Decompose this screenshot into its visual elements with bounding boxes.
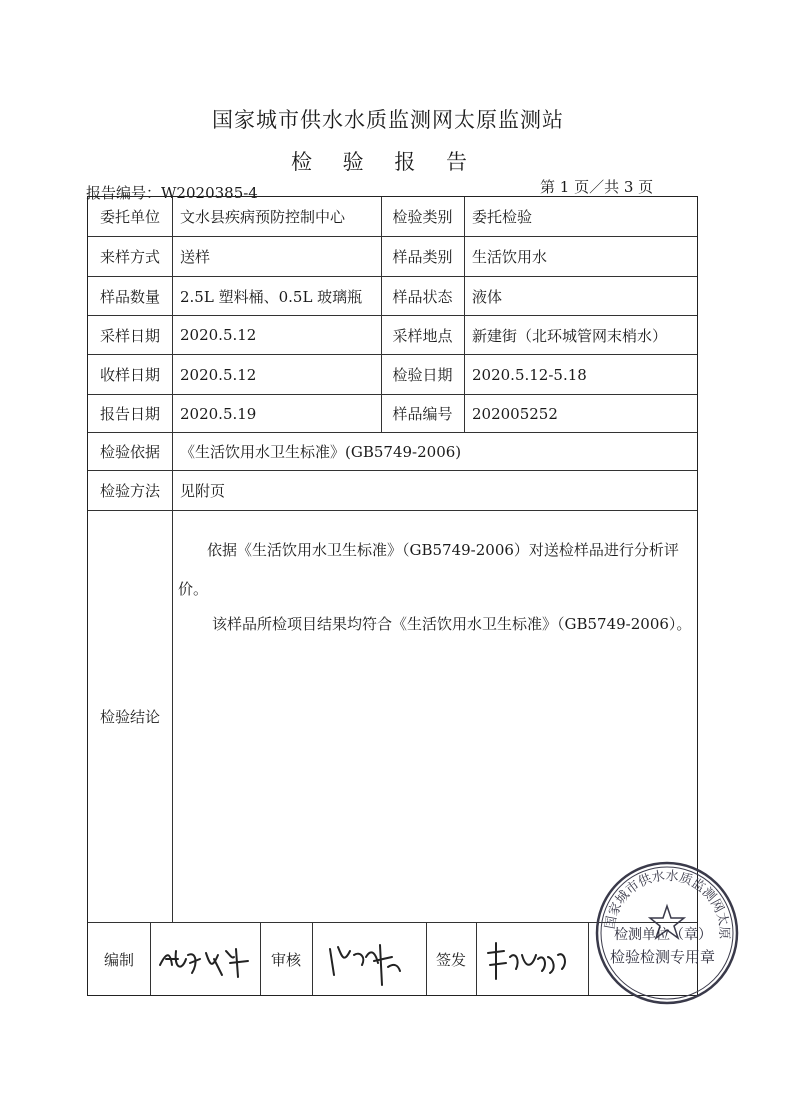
table-row bbox=[88, 395, 697, 433]
sample-qty-value: 2.5L 塑料桶、0.5L 玻璃瓶 bbox=[180, 287, 363, 306]
table-row bbox=[88, 433, 697, 471]
client-label: 委托单位 bbox=[99, 208, 160, 226]
prepared-label: 编制 bbox=[103, 950, 134, 969]
method-label: 检验方法 bbox=[99, 482, 160, 500]
test-type-label: 检验类别 bbox=[392, 208, 453, 226]
page-info: 第 1 页／共 3 页 bbox=[540, 178, 654, 196]
conclusion-line-3: 该样品所检项目结果均符合《生活饮用水卫生标准》（GB5749-2006）。 bbox=[212, 615, 692, 633]
table-row bbox=[88, 277, 697, 316]
table-row bbox=[88, 237, 697, 277]
sample-state-label: 样品状态 bbox=[392, 287, 453, 306]
test-date-value: 2020.5.12-5.18 bbox=[472, 365, 587, 384]
seal-unit-text: 检测单位（章） bbox=[614, 927, 712, 943]
receive-date-label: 收样日期 bbox=[99, 366, 160, 384]
basis-value: 《生活饮用水卫生标准》(GB5749-2006) bbox=[180, 443, 462, 461]
sample-no-label: 样品编号 bbox=[392, 405, 453, 423]
sample-state-value: 液体 bbox=[472, 287, 503, 306]
seal-ring-text: 国家城市供水水质监测网太原 bbox=[602, 868, 732, 940]
receive-date-value: 2020.5.12 bbox=[180, 365, 257, 384]
sample-no-value: 202005252 bbox=[472, 404, 558, 423]
conclusion-line-2: 价。 bbox=[178, 580, 209, 598]
sampling-site-value: 新建街（北环城管网末梢水） bbox=[472, 326, 668, 345]
sampling-site-label: 采样地点 bbox=[392, 326, 453, 345]
report-number-label: 报告编号： bbox=[86, 184, 162, 202]
test-type-value: 委托检验 bbox=[472, 208, 533, 226]
sampling-date-value: 2020.5.12 bbox=[180, 326, 257, 344]
sampling-method-value: 送样 bbox=[180, 248, 211, 266]
sample-category-label: 样品类别 bbox=[392, 248, 453, 266]
conclusion-label: 检验结论 bbox=[99, 708, 160, 726]
prepared-signature bbox=[152, 929, 260, 989]
sample-qty-label: 样品数量 bbox=[99, 287, 160, 306]
client-value: 文水县疾病预防控制中心 bbox=[180, 208, 346, 226]
report-title: 检 验 报 告 bbox=[290, 150, 480, 174]
report-date-label: 报告日期 bbox=[99, 405, 160, 423]
test-date-label: 检验日期 bbox=[392, 366, 453, 384]
table-row bbox=[88, 471, 697, 511]
approved-signature bbox=[482, 929, 582, 989]
table-row bbox=[88, 316, 697, 355]
report-number-value: W2020385-4 bbox=[161, 184, 258, 202]
table-row bbox=[88, 197, 697, 237]
sample-category-value: 生活饮用水 bbox=[472, 248, 548, 266]
basis-label: 检验依据 bbox=[99, 443, 160, 461]
reviewed-signature bbox=[320, 927, 424, 991]
method-value: 见附页 bbox=[180, 482, 226, 500]
conclusion-line-1: 依据《生活饮用水卫生标准》（GB5749-2006）对送检样品进行分析评 bbox=[207, 541, 679, 559]
sampling-date-label: 采样日期 bbox=[99, 326, 160, 345]
sampling-method-label: 来样方式 bbox=[99, 248, 160, 266]
org-title: 国家城市供水水质监测网太原监测站 bbox=[212, 108, 564, 132]
report-date-value: 2020.5.19 bbox=[180, 404, 257, 423]
reviewed-label: 审核 bbox=[270, 950, 301, 969]
approved-label: 签发 bbox=[435, 950, 466, 969]
table-row bbox=[88, 355, 697, 395]
seal-purpose-text: 检验检测专用章 bbox=[610, 948, 716, 966]
